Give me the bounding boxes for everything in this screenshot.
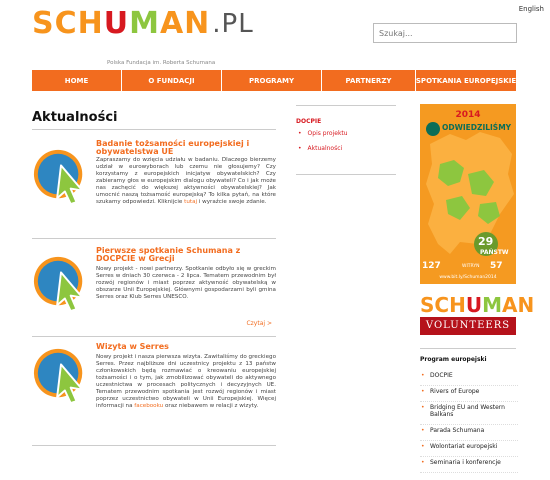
news-section-title: Aktualności <box>32 110 118 125</box>
read-more-link[interactable]: Czytaj > <box>246 320 272 327</box>
banner-countries-count: 29 <box>478 235 494 248</box>
article-body <box>96 157 276 206</box>
speech-bubble-cursor-icon <box>32 255 90 313</box>
banner-year: 2014 <box>455 110 481 120</box>
article-body-tail: i wyraźcie swoje zdanie. <box>198 199 267 205</box>
banner-headline: ODWIEDZILIŚMY <box>442 123 512 132</box>
visited-countries-banner[interactable] <box>420 104 516 284</box>
article-divider <box>32 238 276 239</box>
program-item-docpie[interactable]: • DOCPIE <box>420 370 518 386</box>
main-nav <box>32 70 516 91</box>
language-link[interactable]: English <box>518 5 544 13</box>
section-divider <box>32 129 276 130</box>
article-body: Nowy projekt - nowi partnerzy. Spotkanie odbyło się w greckim Serres w dniach 30 czerwca - 2 lipca. Tematem przewodnim był rozwój regionów i miast poprzez aktywność obywatelską w obszarze Unii Europejskiej. Głównymi gospodarzami byli gmina Serres oraz Klub Serres UNESCO. <box>96 266 276 300</box>
program-item-wolontariat[interactable]: • Wolontariat europejski <box>420 441 518 457</box>
volunteers-letter: H <box>449 293 466 317</box>
programs-title: Program europejski <box>420 356 487 363</box>
volunteers-letter: C <box>434 293 450 317</box>
article-divider <box>32 336 276 337</box>
docpie-item-aktualnosci[interactable]: • Aktualności <box>298 145 348 152</box>
banner-url: www.bit.ly/Schuman2014 <box>439 275 497 280</box>
news-article <box>32 343 276 443</box>
news-article <box>32 247 276 337</box>
volunteers-letter: S <box>420 293 435 317</box>
news-article <box>32 140 276 240</box>
programs-divider <box>420 348 516 349</box>
article-link-tutaj[interactable]: tutaj <box>184 199 198 205</box>
article-title[interactable]: Pierwsze spotkanie Schumana z DOCPCIE w Grecji <box>96 246 241 263</box>
nav-item-programy[interactable]: PROGRAMY <box>222 70 322 91</box>
logo-part-an: AN <box>159 6 211 41</box>
article-title[interactable]: Wizyta w Serres <box>96 342 169 351</box>
banner-right-count: 57 <box>490 261 503 271</box>
volunteers-letter: U <box>465 293 483 317</box>
logo-part-m: M <box>129 6 160 41</box>
article-body-tail: oraz niebawem w relacji z wizyty. <box>165 403 259 409</box>
program-item-parada-schumana[interactable]: • Parada Schumana <box>420 425 518 441</box>
logo-part-sch: SCH <box>32 6 104 41</box>
banner-mid-label: WITRYN <box>462 264 480 269</box>
site-logo[interactable] <box>32 6 254 42</box>
docpie-menu <box>298 130 348 160</box>
banner-countries-label: PAŃSTW <box>480 249 509 256</box>
volunteers-letter: M <box>482 293 502 317</box>
article-title[interactable]: Badanie tożsamości europejskiej i obywatelstwa UE <box>96 139 250 156</box>
banner-left-count: 127 <box>422 261 441 271</box>
nav-item-home[interactable]: HOME <box>32 70 122 91</box>
docpie-title[interactable]: DOCPIE <box>296 118 322 125</box>
site-tagline: Polska Fundacja im. Roberta Schumana <box>107 60 216 66</box>
logo-part-pl: .PL <box>212 9 254 39</box>
volunteers-letter: N <box>517 293 535 317</box>
article-divider <box>32 445 276 446</box>
article-body-text: Zapraszamy do wzięcia udziału w badaniu. Dlaczego bierzemy udział w eurowyborach lub czemu nie głosujemy? Czy korzystamy z europejskich inicjatyw obywatelskich? Czy zabieramy głos w europejskim dialogu obywateli? Co i jak może nas zachęcić do większej aktywności obywatelskiej? Jak umocnić naszą tożsamość europejską? To kilka pytań, na które szukamy odpowiedzi. Kliknijcie <box>96 157 276 205</box>
docpie-top-divider <box>296 105 396 106</box>
logo-part-u: U <box>103 6 130 41</box>
program-item-bridging-eu[interactable]: • Bridging EU and Western Balkans <box>420 402 518 425</box>
speech-bubble-cursor-icon <box>32 148 90 206</box>
nav-item-spotkania-europejskie[interactable]: SPOTKANIA EUROPEJSKIE <box>416 70 516 91</box>
volunteers-logo-text <box>420 293 535 317</box>
location-pin-icon <box>426 122 440 136</box>
programs-menu <box>420 370 518 473</box>
speech-bubble-cursor-icon <box>32 347 90 405</box>
program-item-rivers-of-europe[interactable]: • Rivers of Europe <box>420 386 518 402</box>
nav-item-o-fundacji[interactable]: O FUNDACJI <box>122 70 222 91</box>
volunteers-letter: A <box>502 293 518 317</box>
schuman-volunteers-banner[interactable] <box>420 293 535 339</box>
nav-item-partnerzy[interactable]: PARTNERZY <box>322 70 416 91</box>
article-body <box>96 354 276 410</box>
search-input[interactable] <box>373 23 517 43</box>
article-body-text: Nowy projekt i nasza pierwsza wizyta. Zawitaliśmy do greckiego Serres. Przez najbliższe dni uczestnicy projektu z 13 państw członkowskich będą rozmawiać o kreowaniu europejskiej tożsamości i o tym, jak zmobilizować obywateli do aktywnego uczestnictwa w procesach politycznych i decyzyjnych UE. Tematem przewodnim spotkania jest rozwój regionów i miast poprzez uczestnictwo obywateli w Unii Europejskiej. Więcej informacji na <box>96 354 276 409</box>
program-item-seminaria[interactable]: • Seminaria i konferencje <box>420 457 518 473</box>
docpie-item-opis[interactable]: • Opis projektu <box>298 130 348 137</box>
volunteers-label: VOLUNTEERS <box>420 317 516 335</box>
article-link-facebook[interactable]: facebooku <box>134 403 164 409</box>
docpie-bottom-divider <box>296 174 396 175</box>
